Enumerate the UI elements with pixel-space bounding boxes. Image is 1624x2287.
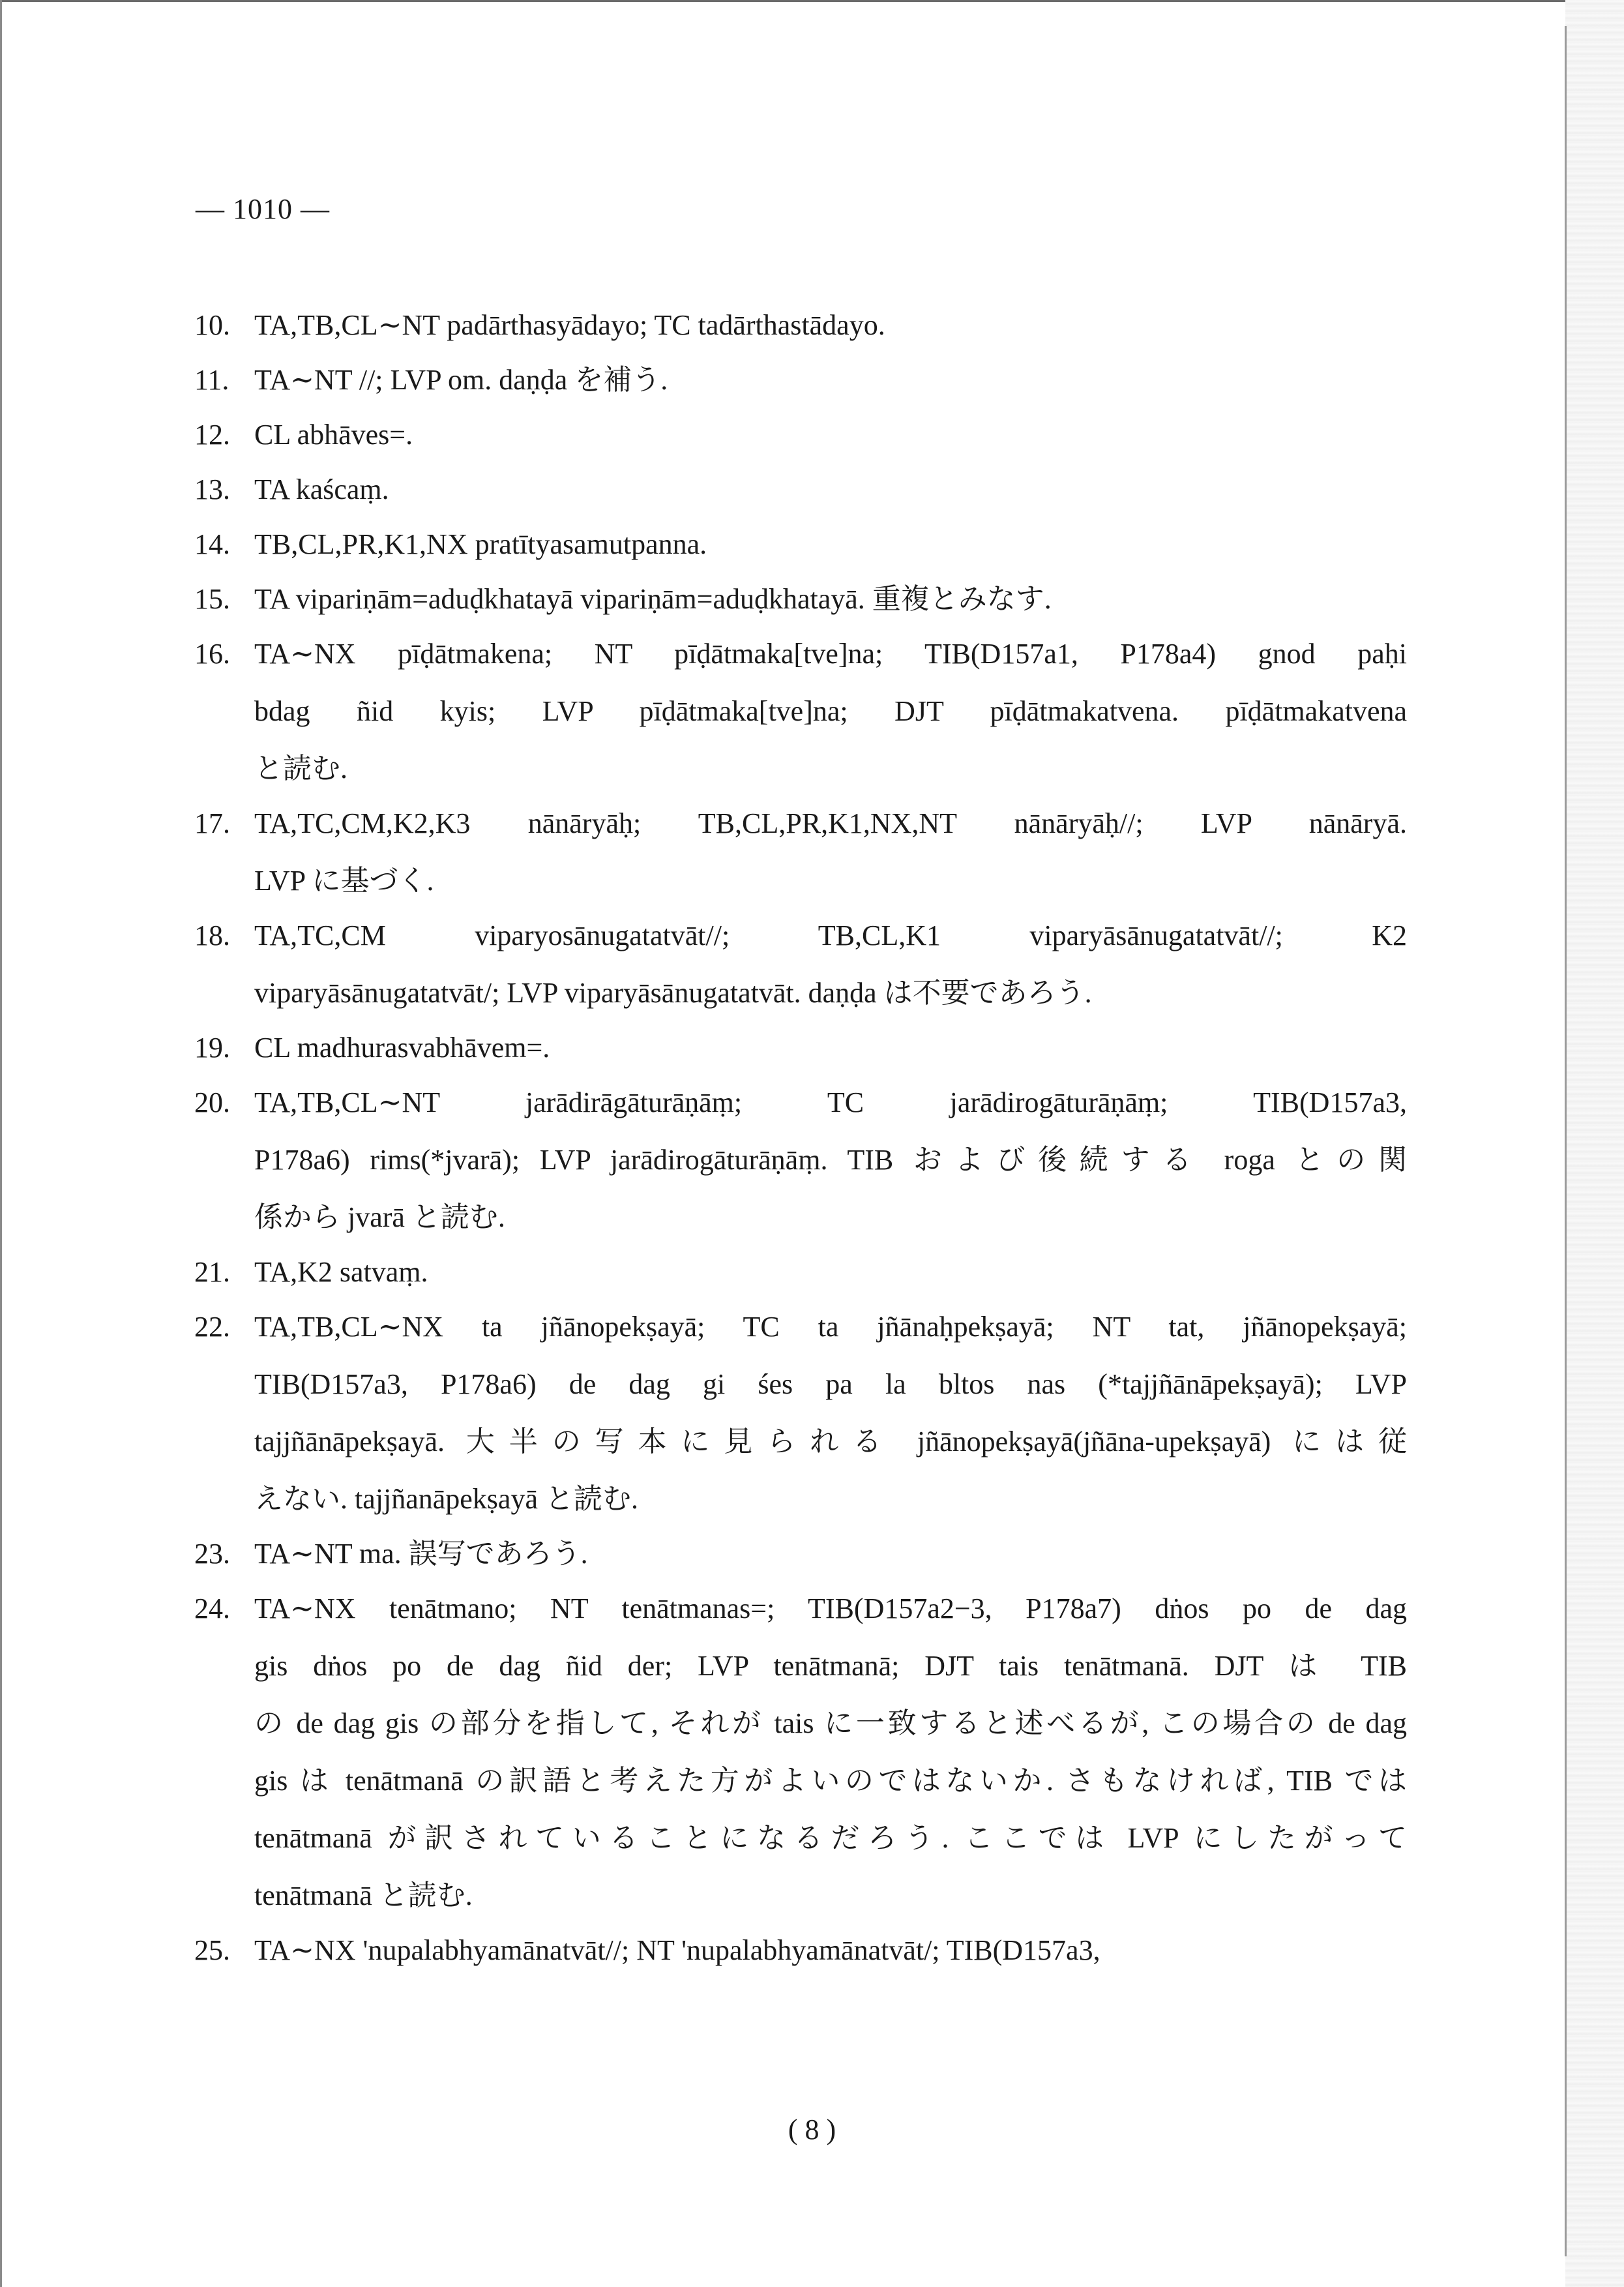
footnote-line: tenātmanā が訳されていることになるだろう. ここでは LVP にしたがって: [254, 1822, 1407, 1854]
footnote-line: TA∼NT ma. 誤写であろう.: [254, 1538, 588, 1570]
footnote-line: TA,TB,CL∼NT padārthasyādayo; TC tadārthastādayo.: [254, 309, 885, 341]
footnote-number: 17.: [194, 807, 230, 839]
footnote-item: [194, 1298, 1407, 1528]
footnote-line: bdag ñid kyis; LVP pīḍātmaka[tve]na; DJT pīḍātmakatvena. pīḍātmakatvena: [254, 695, 1407, 727]
footnote-line: TA,TC,CM,K2,K3 nānāryāḥ; TB,CL,PR,K1,NX,NT nānāryāḥ//; LVP nānāryā.: [254, 807, 1407, 839]
footnote-text: [254, 461, 1407, 518]
footnote-line: TA,TB,CL∼NT jarādirāgāturāṇāṃ; TC jarādirogāturāṇāṃ; TIB(D157a3,: [254, 1086, 1407, 1118]
footnote-line: TA∼NX tenātmano; NT tenātmanas=; TIB(D157a2−3, P178a7) dṅos po de dag: [254, 1592, 1407, 1624]
footnote-line: TA,K2 satvaṃ.: [254, 1256, 428, 1288]
footnote-number: 15.: [194, 583, 230, 615]
scan-left-edge: [0, 0, 2, 2287]
footnote-item: [194, 1922, 1407, 1979]
footnote-text: [254, 351, 1407, 409]
footnote-text: [254, 1074, 1407, 1246]
footnote-text: [254, 1922, 1407, 1979]
footnote-item: [194, 1244, 1407, 1301]
footnote-number: 18.: [194, 919, 230, 951]
footnote-item: [194, 297, 1407, 354]
footnote-line: CL abhāves=.: [254, 419, 413, 451]
footnote-item: [194, 406, 1407, 464]
footnote-number: 11.: [194, 364, 229, 396]
page-footer-label: ( 8 ): [788, 2114, 836, 2145]
footnote-text: [254, 907, 1407, 1022]
footnote-line: tenātmanā と読む.: [254, 1879, 473, 1911]
footnote-text: [254, 1525, 1407, 1583]
footnote-line: gis dṅos po de dag ñid der; LVP tenātmanā; DJT tais tenātmanā. DJT は TIB: [254, 1650, 1407, 1682]
footnote-number: 13.: [194, 473, 230, 505]
footnote-line: TA∼NT //; LVP om. daṇḍa を補う.: [254, 364, 668, 396]
footnote-line: CL madhurasvabhāvem=.: [254, 1032, 550, 1064]
footnote-item: [194, 1074, 1407, 1246]
footnote-line: P178a6) rims(*jvarā); LVP jarādirogāturāṇāṃ. TIB および後続する roga との関: [254, 1144, 1407, 1176]
footnote-item: [194, 795, 1407, 910]
footnote-line: TA vipariṇām=aduḍkhatayā vipariṇām=aduḍkhatayā. 重複とみなす.: [254, 583, 1052, 615]
footnote-text: [254, 625, 1407, 798]
footnote-text: [254, 516, 1407, 573]
footnote-line: TA,TB,CL∼NX ta jñānopekṣayā; TC ta jñānaḥpekṣayā; NT tat, jñānopekṣayā;: [254, 1311, 1407, 1343]
footnote-text: [254, 1298, 1407, 1528]
footnote-number: 12.: [194, 419, 230, 451]
footnote-item: [194, 907, 1407, 1022]
scan-top-edge: [0, 0, 1565, 2]
footnote-text: [254, 1019, 1407, 1077]
scan-binding-line: [1565, 26, 1567, 2256]
footnote-item: [194, 571, 1407, 628]
footnote-number: 21.: [194, 1256, 230, 1288]
footnote-item: [194, 1525, 1407, 1583]
scan-binding-edge: [1565, 0, 1624, 2287]
footnote-line: TA∼NX pīḍātmakena; NT pīḍātmaka[tve]na; TIB(D157a1, P178a4) gnod paḥi: [254, 638, 1407, 670]
page-number-header: — 1010 —: [196, 193, 330, 225]
footnote-number: 20.: [194, 1086, 230, 1118]
footnote-line: tajjñānāpekṣayā. 大半の写本に見られる jñānopekṣayā(jñāna-upekṣayā) には従: [254, 1426, 1407, 1457]
footnote-text: [254, 571, 1407, 628]
footnote-line: と読む.: [254, 753, 347, 785]
footnote-line: えない. tajjñanāpekṣayā と読む.: [254, 1483, 638, 1515]
footnote-line: TB,CL,PR,K1,NX pratītyasamutpanna.: [254, 528, 707, 560]
footnote-line: TA,TC,CM viparyosānugatatvāt//; TB,CL,K1 viparyāsānugatatvāt//; K2: [254, 919, 1407, 951]
footnote-line: TIB(D157a3, P178a6) de dag gi śes pa la bltos nas (*tajjñānāpekṣayā); LVP: [254, 1368, 1407, 1400]
footnote-text: [254, 1580, 1407, 1924]
footnote-line: LVP に基づく.: [254, 865, 434, 897]
footnote-line: viparyāsānugatatvāt/; LVP viparyāsānugatatvāt. daṇḍa は不要であろう.: [254, 977, 1092, 1009]
footnote-line: TA∼NX 'nupalabhyamānatvāt//; NT 'nupalabhyamānatvāt/; TIB(D157a3,: [254, 1934, 1100, 1966]
footnote-text: [254, 297, 1407, 354]
footnote-text: [254, 406, 1407, 464]
footnote-item: [194, 351, 1407, 409]
footnote-item: [194, 516, 1407, 573]
footnote-list: [194, 297, 1407, 1977]
footnote-item: [194, 625, 1407, 798]
footnote-item: [194, 1019, 1407, 1077]
footnote-number: 19.: [194, 1032, 230, 1064]
footnote-number: 22.: [194, 1311, 230, 1343]
footnote-item: [194, 461, 1407, 518]
footnote-number: 25.: [194, 1934, 230, 1966]
footnote-item: [194, 1580, 1407, 1924]
footnote-line: gis は tenātmanā の訳語と考えた方がよいのではないか. さもなければ, TIB では: [254, 1765, 1407, 1797]
footnote-line: TA kaścaṃ.: [254, 473, 389, 505]
footnote-number: 14.: [194, 528, 230, 560]
footnote-number: 23.: [194, 1538, 230, 1570]
footnote-line: 係から jvarā と読む.: [254, 1201, 505, 1233]
footnote-number: 24.: [194, 1592, 230, 1624]
footnote-number: 10.: [194, 309, 230, 341]
footnote-number: 16.: [194, 638, 230, 670]
footnote-text: [254, 795, 1407, 910]
footnote-line: の de dag gis の部分を指して, それが tais に一致すると述べるが, この場合の de dag: [254, 1707, 1407, 1739]
footnote-text: [254, 1244, 1407, 1301]
